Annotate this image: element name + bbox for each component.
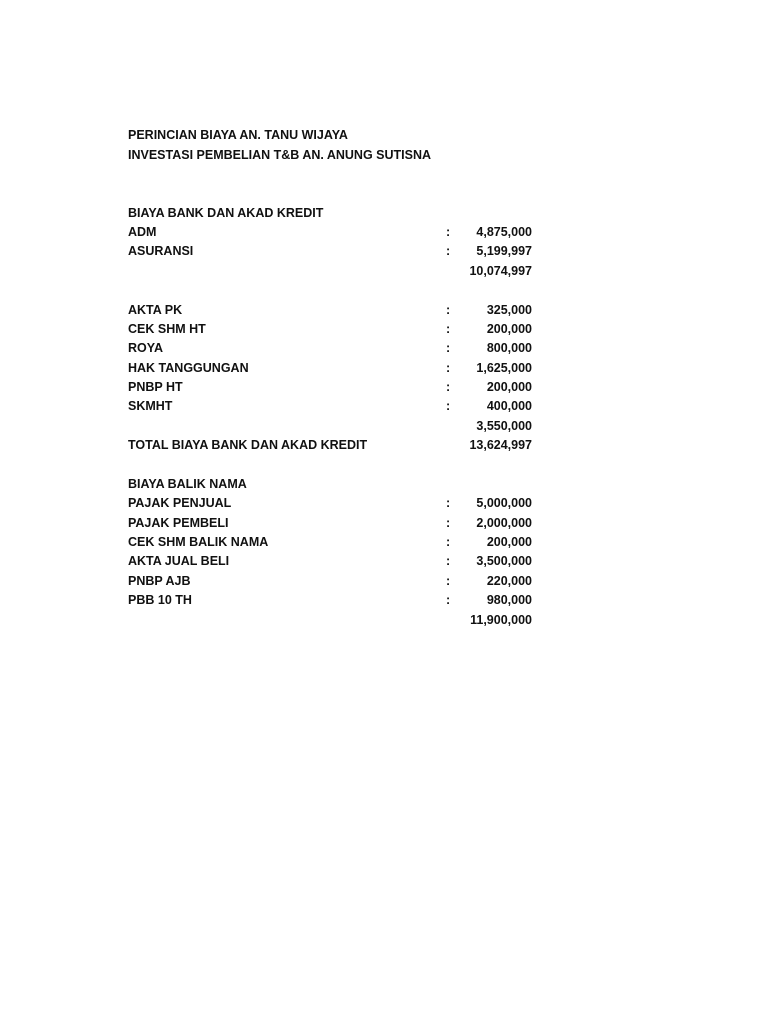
cost-label: PNBP HT: [128, 380, 183, 394]
cost-amount: 5,000,000: [476, 496, 532, 510]
cost-label: CEK SHM HT: [128, 322, 206, 336]
cost-amount: 400,000: [486, 399, 532, 413]
colon-separator: :: [446, 303, 451, 317]
colon-separator: :: [446, 574, 451, 588]
cost-amount: 2,000,000: [476, 516, 532, 530]
total-row: [128, 436, 532, 456]
cost-row: [128, 242, 532, 262]
cost-amount: 5,199,997: [476, 244, 532, 258]
subtotal-amount: 3,550,000: [476, 419, 532, 433]
colon-separator: :: [446, 341, 451, 355]
cost-row: [128, 572, 532, 592]
cost-row: [128, 320, 532, 340]
colon-separator: :: [446, 516, 451, 530]
colon-separator: :: [446, 225, 451, 239]
cost-amount: 200,000: [486, 535, 532, 549]
subtotal-amount: 10,074,997: [469, 264, 532, 278]
document-title: [128, 126, 532, 146]
section-heading: BIAYA BALIK NAMA: [128, 477, 247, 491]
cost-row: [128, 339, 532, 359]
cost-amount: 980,000: [486, 593, 532, 607]
cost-amount: 800,000: [486, 341, 532, 355]
colon-separator: :: [446, 554, 451, 568]
cost-amount: 3,500,000: [476, 554, 532, 568]
section-heading: BIAYA BANK DAN AKAD KREDIT: [128, 206, 324, 220]
cost-label: CEK SHM BALIK NAMA: [128, 535, 269, 549]
colon-separator: :: [446, 496, 451, 510]
cost-amount: 200,000: [486, 380, 532, 394]
title-line-2: INVESTASI PEMBELIAN T&B AN. ANUNG SUTISNA: [128, 148, 432, 162]
cost-label: ADM: [128, 225, 157, 239]
colon-separator: :: [446, 535, 451, 549]
cost-label: HAK TANGGUNGAN: [128, 361, 249, 375]
document-subtitle: [128, 146, 532, 166]
cost-row: [128, 591, 532, 611]
cost-amount: 220,000: [486, 574, 532, 588]
cost-row: [128, 552, 532, 572]
cost-label: PNBP AJB: [128, 574, 191, 588]
cost-row: [128, 223, 532, 243]
subtotal-row: [128, 611, 532, 631]
cost-label: AKTA JUAL BELI: [128, 554, 230, 568]
cost-label: ASURANSI: [128, 244, 194, 258]
cost-amount: 4,875,000: [476, 225, 532, 239]
cost-label: SKMHT: [128, 399, 173, 413]
colon-separator: :: [446, 399, 451, 413]
cost-label: ROYA: [128, 341, 163, 355]
cost-row: [128, 301, 532, 321]
cost-row: [128, 494, 532, 514]
cost-label: PAJAK PEMBELI: [128, 516, 229, 530]
cost-amount: 200,000: [486, 322, 532, 336]
subtotal-row: [128, 262, 532, 282]
colon-separator: :: [446, 244, 451, 258]
colon-separator: :: [446, 593, 451, 607]
cost-row: [128, 514, 532, 534]
title-line-1: PERINCIAN BIAYA AN. TANU WIJAYA: [128, 128, 348, 142]
cost-label: PAJAK PENJUAL: [128, 496, 232, 510]
cost-row: [128, 397, 532, 417]
cost-label: AKTA PK: [128, 303, 183, 317]
cost-row: [128, 378, 532, 398]
total-label: TOTAL BIAYA BANK DAN AKAD KREDIT: [128, 438, 368, 452]
subtotal-amount: 11,900,000: [470, 613, 532, 627]
colon-separator: :: [446, 380, 451, 394]
subtotal-row: [128, 417, 532, 437]
colon-separator: :: [446, 361, 451, 375]
cost-row: [128, 533, 532, 553]
cost-label: PBB 10 TH: [128, 593, 192, 607]
transfer-section-heading: [128, 475, 532, 495]
cost-row: [128, 359, 532, 379]
bank-section-heading: [128, 204, 532, 224]
colon-separator: :: [446, 322, 451, 336]
cost-amount: 325,000: [486, 303, 532, 317]
cost-amount: 1,625,000: [476, 361, 532, 375]
total-amount: 13,624,997: [469, 438, 532, 452]
